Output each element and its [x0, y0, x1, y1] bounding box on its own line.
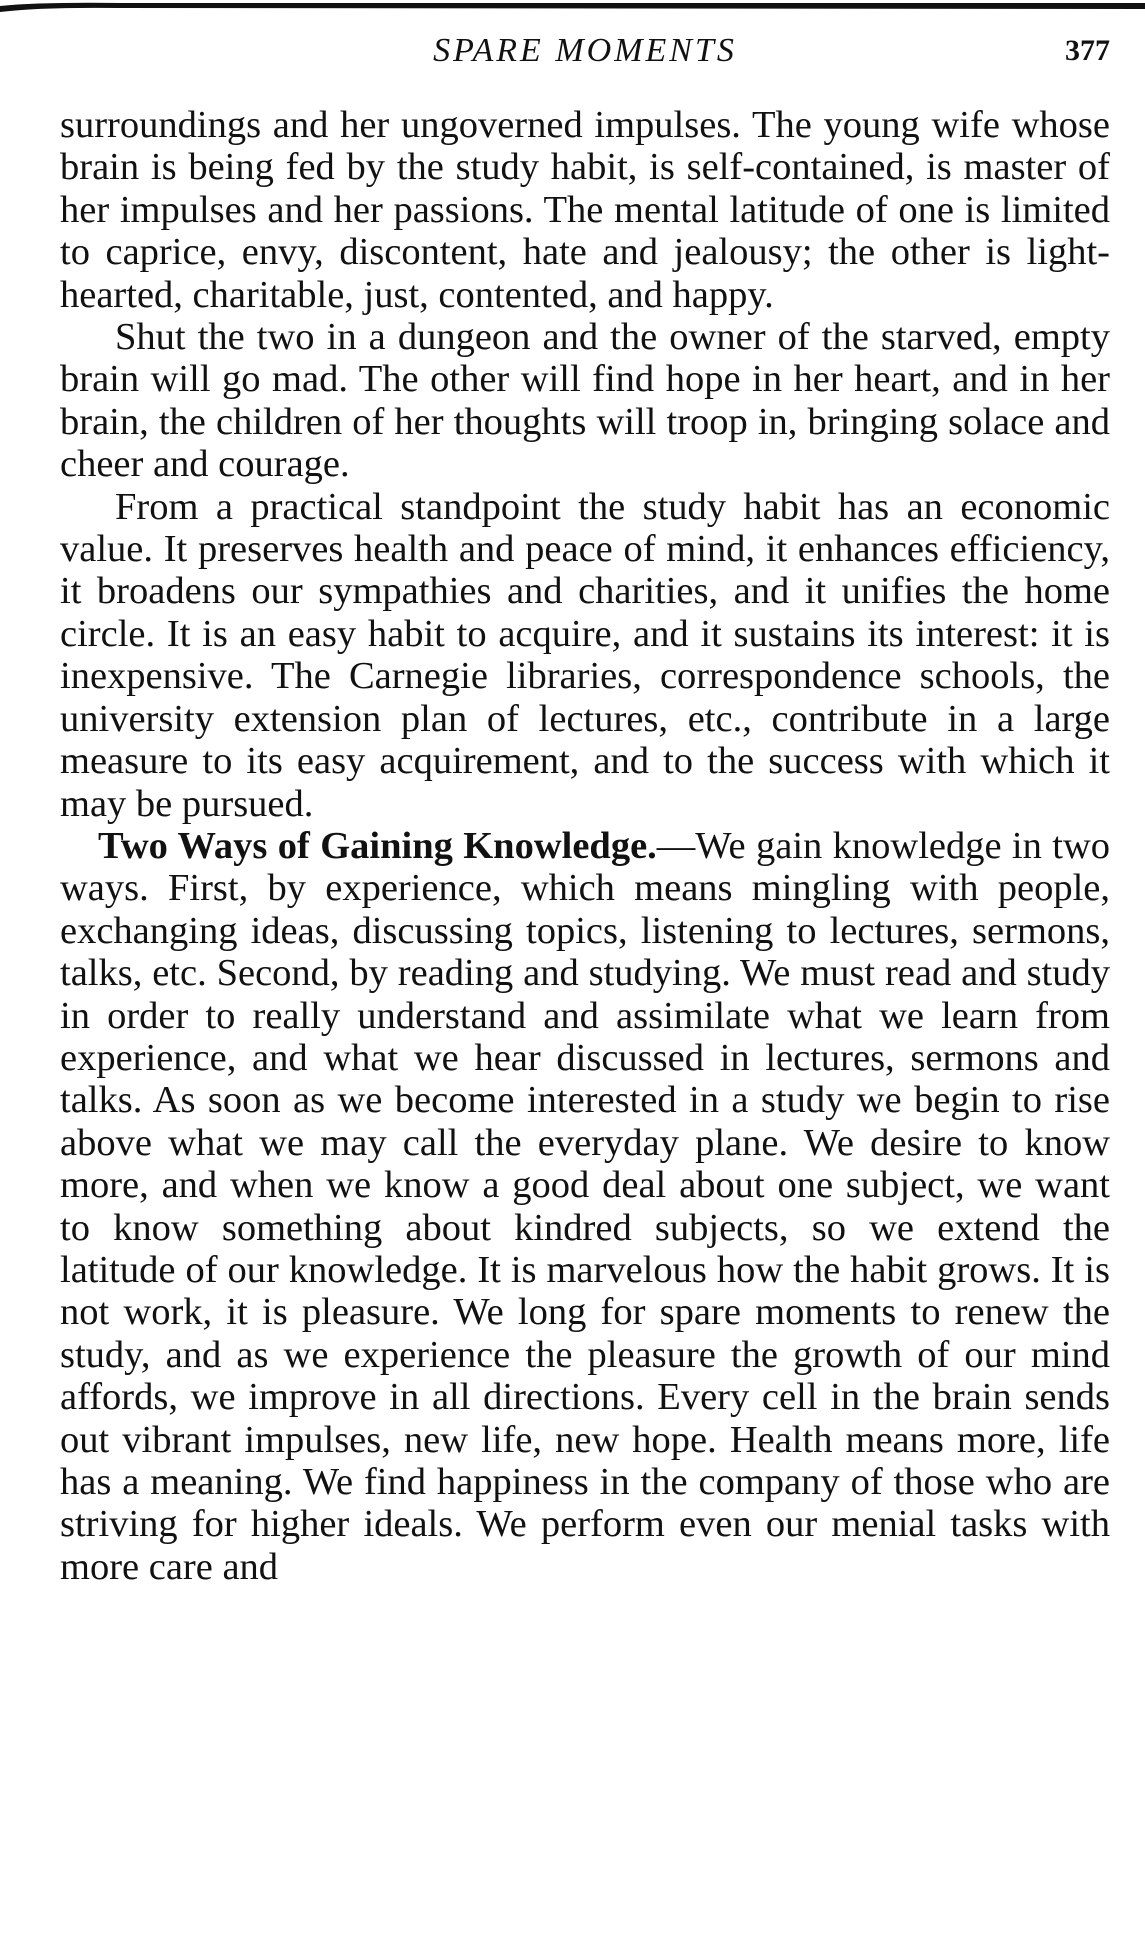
page-number: 377	[1065, 34, 1110, 67]
body-text	[60, 104, 1110, 1588]
paragraph-practical-standpoint: From a practical standpoint the study habit has an economic value. It preserves health and peace of mind, it enhances efficiency, it broadens our sympathies and charities, and it unifies the home circle. It is an easy habit to acquire, and it sustains its interest: it is inexpensive. The Carnegie libraries, correspondence schools, the university extension plan of lectures, etc., contribute in a large measure to its easy acquirement, and to the success with which it may be pursued.	[60, 485, 1110, 825]
running-title: SPARE MOMENTS	[433, 32, 737, 69]
paragraph-continued: surroundings and her ungoverned impulses. The young wife whose brain is being fed by the study habit, is self-contained, is master of her impulses and her passions. The mental latitude of one is limited to caprice, envy, discontent, hate and jealousy; the other is light-hearted, charitable, just, contented, and happy.	[60, 104, 1110, 316]
paragraph-dungeon: Shut the two in a dungeon and the owner of the starved, empty brain will go mad. The other will find hope in her heart, and in her brain, the children of her thoughts will troop in, bringing solace and cheer and courage.	[60, 316, 1110, 486]
section-text: —We gain knowledge in two ways. First, by experience, which means mingling with people, exchanging ideas, discussing topics, listening to lectures, sermons, talks, etc. Second, by reading and studying. We must read and study in order to really understand and assimilate what we learn from experience, and what we hear discussed in lectures, sermons and talks. As soon as we become interested in a study we begin to rise above what we may call the everyday plane. We desire to know more, and when we know a good deal about one subject, we want to know something about kindred subjects, so we extend the latitude of our knowledge. It is marvelous how the habit grows. It is not work, it is pleasure. We long for spare moments to renew the study, and as we experience the pleasure the growth of our mind affords, we improve in all directions. Every cell in the brain sends out vibrant impulses, new life, new hope. Health means more, life has a meaning. We find happiness in the company of those who are striving for higher ideals. We perform even our menial tasks with more care and	[60, 824, 1110, 1588]
top-border-rule	[0, 0, 1145, 12]
paragraph-two-ways	[60, 825, 1110, 1588]
page-header	[60, 32, 1110, 82]
section-heading: Two Ways of Gaining Knowledge.	[98, 824, 657, 867]
